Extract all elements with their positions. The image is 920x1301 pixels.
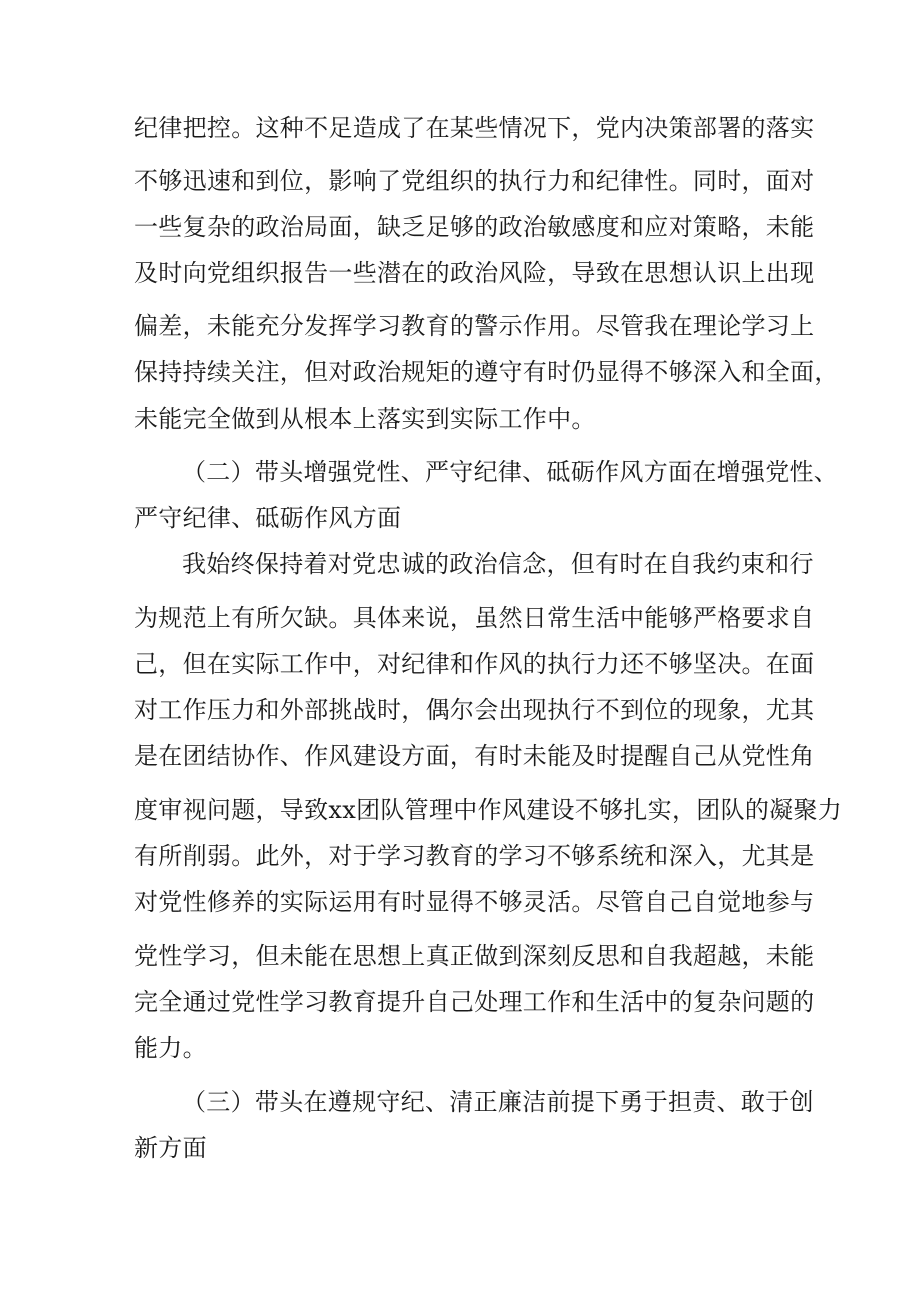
paragraph-2-line-8: 对党性修养的实际运用有时显得不够灵活。尽管自己自觉地参与 [134,888,815,916]
paragraph-2-line-6: 度审视问题，导致xx团队管理中作风建设不够扎实，团队的凝聚力 [134,796,843,824]
paragraph-2-line-4: 对工作压力和外部挑战时，偶尔会出现执行不到位的现象，尤其 [134,696,815,724]
section-heading-3-line-1: （三）带头在遵规守纪、清正廉洁前提下勇于担责、敢于创 [182,1088,814,1116]
paragraph-2-line-7: 有所削弱。此外，对于学习教育的学习不够系统和深入，尤其是 [134,842,815,870]
paragraph-1-line-6: 保持持续关注，但对政治规矩的遵守有时仍显得不够深入和全面， [134,358,839,386]
paragraph-1-line-2: 不够迅速和到位，影响了党组织的执行力和纪律性。同时，面对 [134,167,815,195]
paragraph-2-line-10: 完全通过党性学习教育提升自己处理工作和生活中的复杂问题的 [134,988,815,1016]
paragraph-1-line-5: 偏差，未能充分发挥学习教育的警示作用。尽管我在理论学习上 [134,312,815,340]
paragraph-1-line-4: 及时向党组织报告一些潜在的政治风险，导致在思想认识上出现 [134,259,815,287]
paragraph-2-line-11: 能力。 [134,1034,207,1062]
paragraph-1-line-1: 纪律把控。这种不足造成了在某些情况下，党内决策部署的落实 [134,114,815,142]
paragraph-2-line-3: 己，但在实际工作中，对纪律和作风的执行力还不够坚决。在面 [134,650,815,678]
section-heading-3-line-2: 新方面 [134,1134,207,1162]
section-heading-2-line-2: 严守纪律、砥砺作风方面 [134,504,402,532]
paragraph-2-line-2: 为规范上有所欠缺。具体来说，虽然日常生活中能够严格要求自 [134,604,815,632]
paragraph-2-line-9: 党性学习，但未能在思想上真正做到深刻反思和自我超越，未能 [134,942,815,970]
paragraph-2-line-5: 是在团结协作、作风建设方面，有时未能及时提醒自己从党性角 [134,742,815,770]
paragraph-1-line-3: 一些复杂的政治局面，缺乏足够的政治敏感度和应对策略，未能 [134,213,815,241]
paragraph-2-line-1: 我始终保持着对党忠诚的政治信念，但有时在自我约束和行 [182,550,814,578]
paragraph-1-line-7: 未能完全做到从根本上落实到实际工作中。 [134,405,596,433]
section-heading-2-line-1: （二）带头增强党性、严守纪律、砥砺作风方面在增强党性、 [182,458,839,486]
